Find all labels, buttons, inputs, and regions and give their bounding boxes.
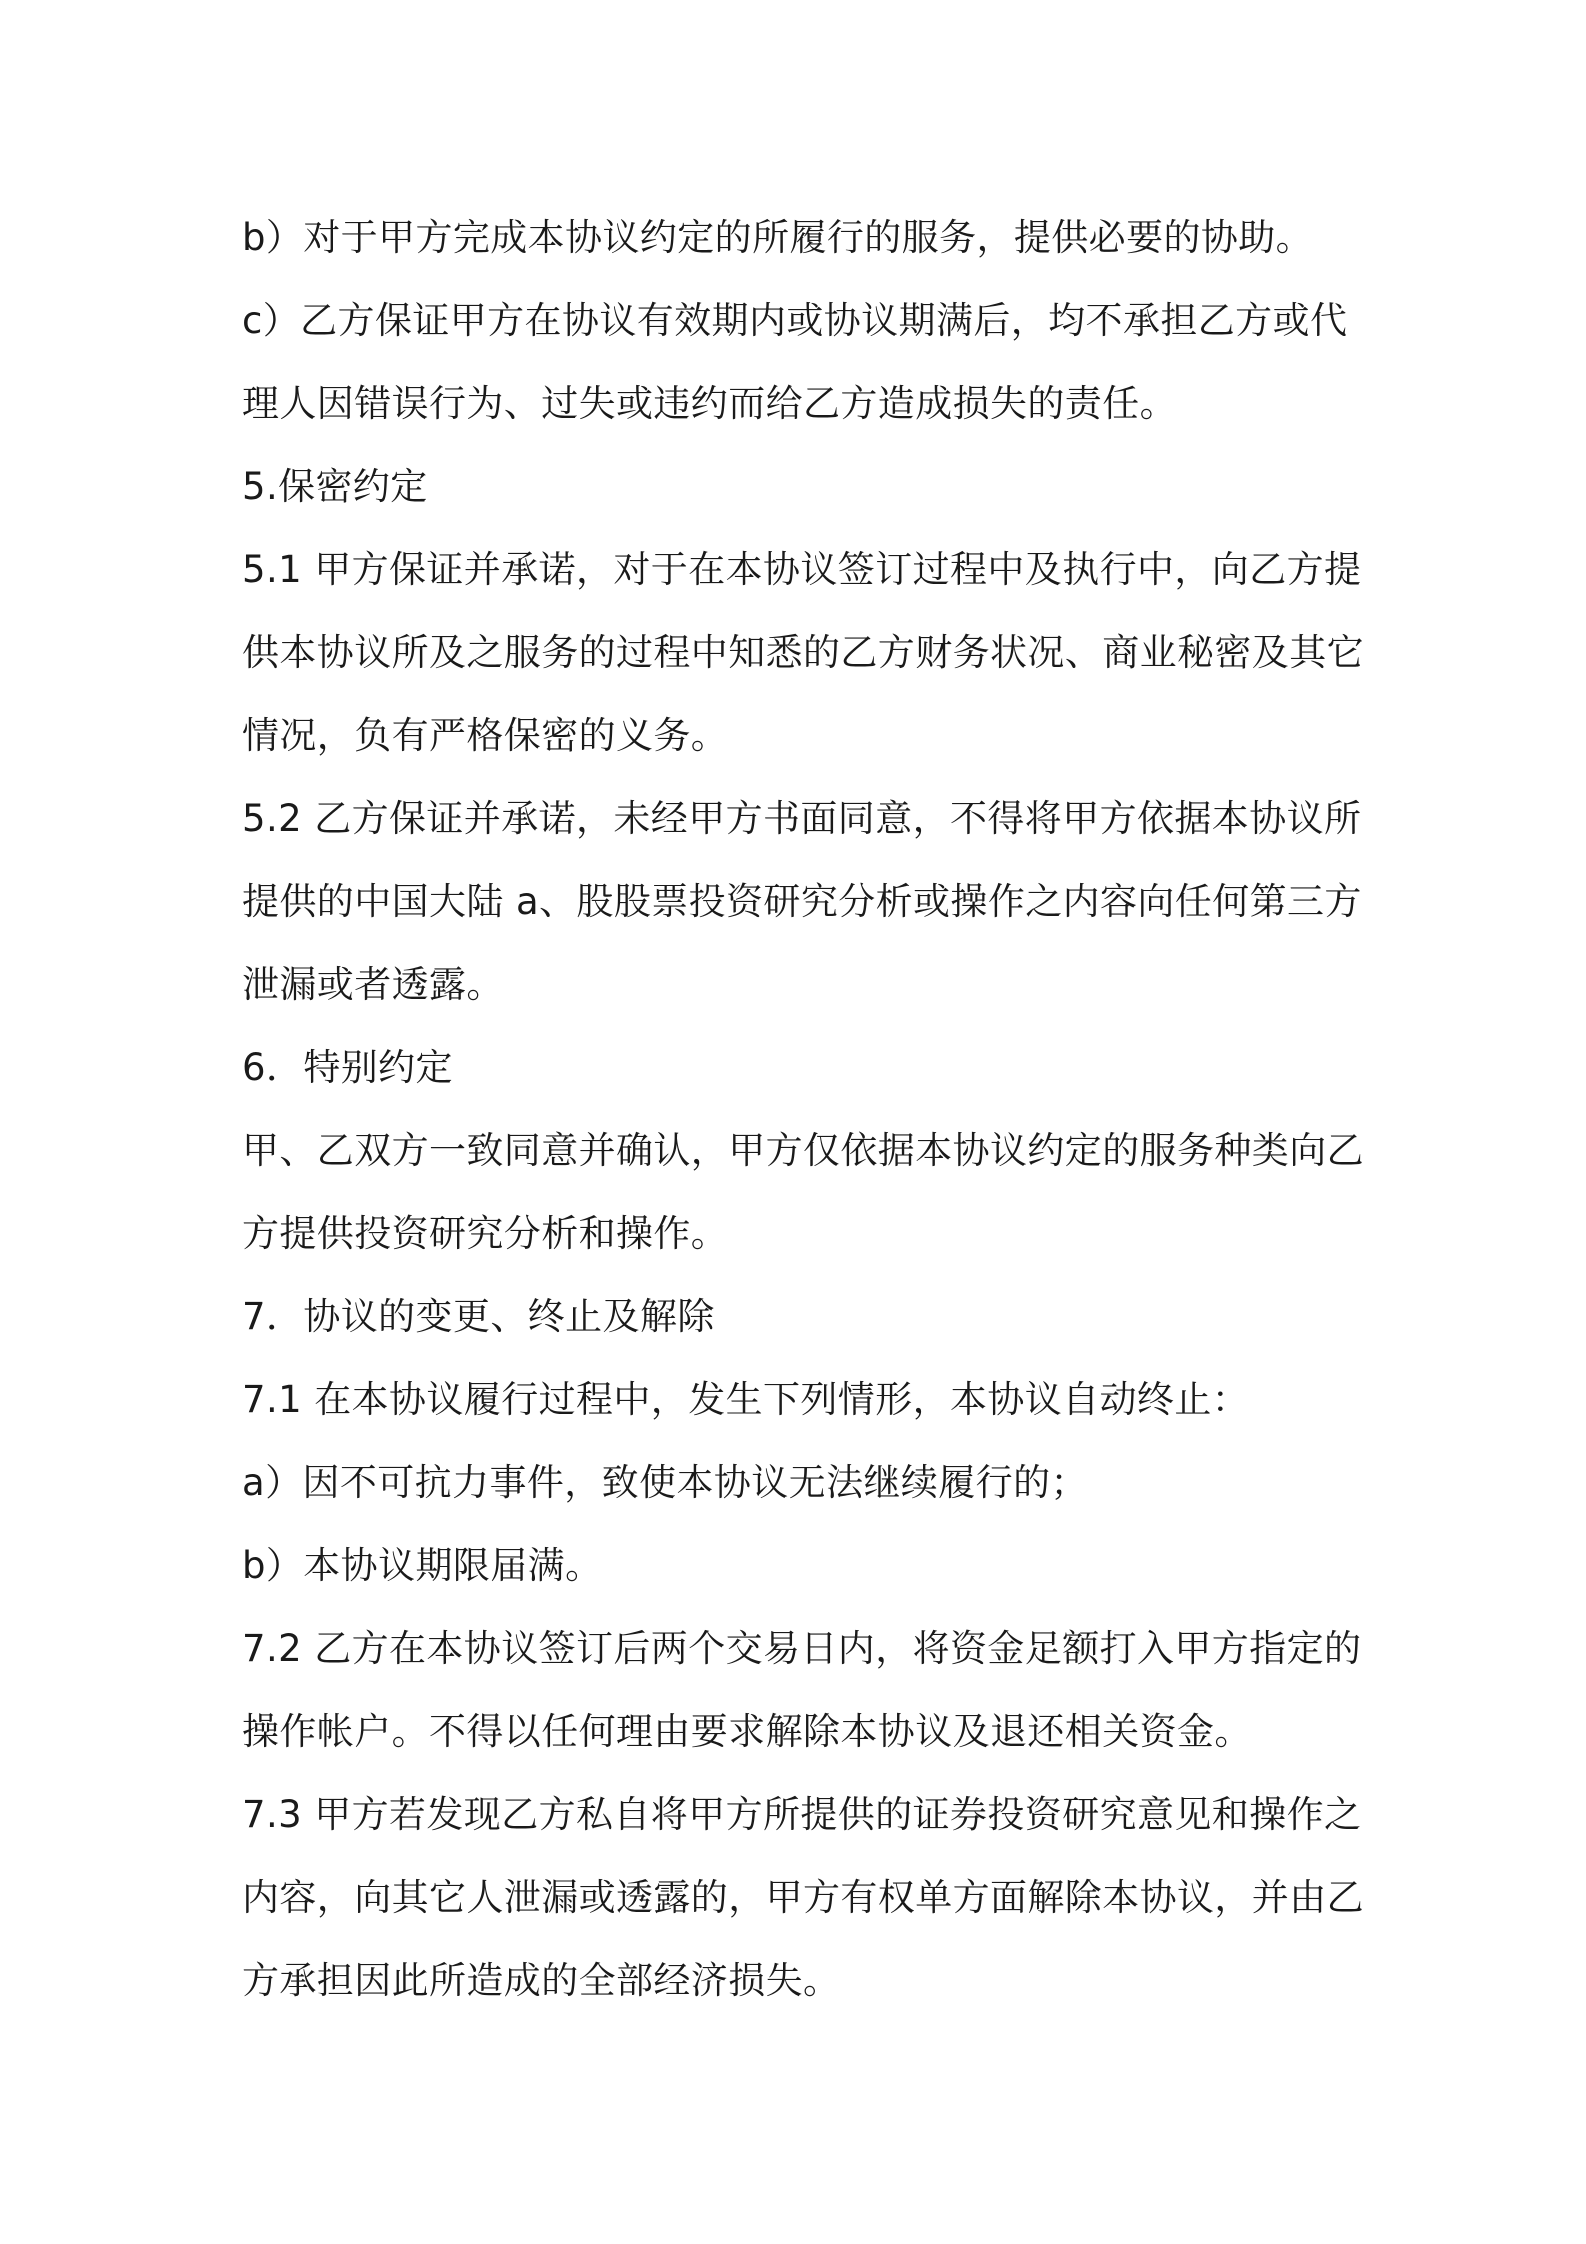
document-body bbox=[242, 196, 1362, 2022]
clause-7-2-line-2: 操作帐户。不得以任何理由要求解除本协议及退还相关资金。 bbox=[242, 1710, 1252, 1753]
clause-5-1-line-1: 5.1 甲方保证并承诺，对于在本协议签订过程中及执行中，向乙方提 bbox=[242, 548, 1362, 591]
clause-b-assistance: b）对于甲方完成本协议约定的所履行的服务，提供必要的协助。 bbox=[242, 216, 1314, 259]
section-5-heading: 5.保密约定 bbox=[242, 465, 428, 508]
clause-5-1-line-3: 情况，负有严格保密的义务。 bbox=[242, 714, 729, 757]
section-7-heading: 7．协议的变更、终止及解除 bbox=[242, 1295, 715, 1338]
clause-7-1-a: a）因不可抗力事件，致使本协议无法继续履行的； bbox=[242, 1461, 1088, 1504]
clause-7-2-line-1: 7.2 乙方在本协议签订后两个交易日内，将资金足额打入甲方指定的 bbox=[242, 1627, 1362, 1670]
clause-c-guarantee-line-1: c）乙方保证甲方在协议有效期内或协议期满后，均不承担乙方或代 bbox=[242, 299, 1348, 342]
clause-5-2-line-3: 泄漏或者透露。 bbox=[242, 963, 504, 1006]
clause-5-2-line-1: 5.2 乙方保证并承诺，未经甲方书面同意，不得将甲方依据本协议所 bbox=[242, 797, 1362, 840]
clause-7-1: 7.1 在本协议履行过程中，发生下列情形，本协议自动终止： bbox=[242, 1378, 1250, 1421]
section-6-line-2: 方提供投资研究分析和操作。 bbox=[242, 1212, 729, 1255]
section-6-heading: 6．特别约定 bbox=[242, 1046, 453, 1089]
clause-c-guarantee-line-2: 理人因错误行为、过失或违约而给乙方造成损失的责任。 bbox=[242, 382, 1177, 425]
clause-7-3-line-3: 方承担因此所造成的全部经济损失。 bbox=[242, 1959, 841, 2002]
clause-7-3-line-1: 7.3 甲方若发现乙方私自将甲方所提供的证券投资研究意见和操作之 bbox=[242, 1793, 1362, 1836]
clause-7-1-b: b）本协议期限届满。 bbox=[242, 1544, 603, 1587]
section-6-line-1: 甲、乙双方一致同意并确认，甲方仅依据本协议约定的服务种类向乙 bbox=[242, 1129, 1364, 1172]
clause-5-2-line-2: 提供的中国大陆 a、股股票投资研究分析或操作之内容向任何第三方 bbox=[242, 880, 1362, 923]
clause-7-3-line-2: 内容，向其它人泄漏或透露的，甲方有权单方面解除本协议，并由乙 bbox=[242, 1876, 1364, 1919]
clause-5-1-line-2: 供本协议所及之服务的过程中知悉的乙方财务状况、商业秘密及其它 bbox=[242, 631, 1364, 674]
